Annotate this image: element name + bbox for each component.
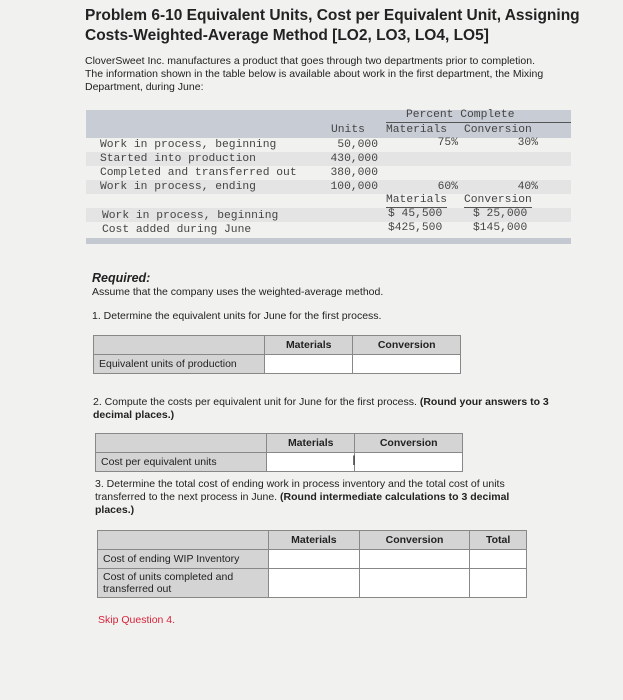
conversion-cost-header: Conversion	[464, 194, 532, 206]
q2-text	[93, 396, 563, 422]
blank-header	[98, 531, 269, 550]
row-label: Work in process, ending	[100, 181, 256, 193]
q2-table	[95, 433, 463, 472]
units-value: 380,000	[330, 167, 378, 179]
transferred-total-input[interactable]	[470, 569, 527, 598]
materials-col: Materials	[269, 531, 360, 550]
q3-table	[97, 530, 527, 598]
cost-per-unit-conversion-input[interactable]	[355, 453, 463, 472]
text-cursor-icon: I	[352, 452, 356, 468]
conversion-col: Conversion	[359, 531, 469, 550]
percent-complete-header: Percent Complete	[406, 109, 515, 121]
conversion-pct: 30%	[517, 137, 538, 149]
intro-text: CloverSweet Inc. manufactures a product that goes through two departments prior to completion. The information shown in the table below is available about work in the first department, the Mixing Department, during June:	[85, 55, 544, 93]
materials-col: Materials	[267, 434, 355, 453]
equiv-units-conversion-input[interactable]	[353, 355, 461, 374]
conversion-cost: $ 25,000	[473, 208, 528, 220]
units-header: Units	[331, 124, 365, 136]
materials-cost: $425,500	[388, 222, 443, 234]
conversion-col: Conversion	[355, 434, 463, 453]
row-label: Completed and transferred out	[100, 167, 297, 179]
materials-header: Materials	[386, 124, 448, 136]
q3-text	[95, 478, 550, 517]
conversion-col: Conversion	[353, 336, 461, 355]
row-label: Cost per equivalent units	[96, 453, 267, 472]
transferred-materials-input[interactable]	[269, 569, 360, 598]
conversion-pct: 40%	[517, 181, 538, 193]
units-value: 100,000	[330, 181, 378, 193]
page-title: Problem 6-10 Equivalent Units, Cost per Equivalent Unit, Assigning Costs-Weighted-Average Method [LO2, LO3, LO4, LO5]	[85, 7, 580, 44]
blank-header	[96, 434, 267, 453]
conversion-header: Conversion	[464, 124, 532, 136]
data-table	[86, 110, 571, 245]
table-bottom-bar	[86, 238, 571, 244]
q2-rounding-note: (Round your answers to 3 decimal places.)	[93, 396, 549, 421]
q2-main: 2. Compute the costs per equivalent unit for June for the first process.	[93, 396, 420, 408]
required-heading: Required:	[92, 271, 151, 285]
units-value: 50,000	[337, 139, 378, 151]
q1-text: 1. Determine the equivalent units for June for the first process.	[92, 310, 382, 322]
row-label: Work in process, beginning	[100, 139, 277, 151]
units-value: 430,000	[330, 153, 378, 165]
ending-wip-materials-input[interactable]	[269, 550, 360, 569]
q1-table	[93, 335, 461, 374]
materials-col: Materials	[265, 336, 353, 355]
ending-wip-conversion-input[interactable]	[359, 550, 469, 569]
cost-row-label: Work in process, beginning	[102, 210, 279, 222]
conversion-cost: $145,000	[473, 222, 528, 234]
row-label: Cost of units completed and transferred out	[98, 569, 269, 598]
ending-wip-total-input[interactable]	[470, 550, 527, 569]
materials-pct: 60%	[437, 181, 458, 193]
total-col: Total	[470, 531, 527, 550]
materials-pct: 75%	[437, 137, 458, 149]
cost-per-unit-materials-input[interactable]	[267, 453, 355, 472]
row-label: Equivalent units of production	[94, 355, 265, 374]
assumption-text: Assume that the company uses the weighted-average method.	[92, 286, 384, 298]
q3-main: 3. Determine the total cost of ending work in process inventory and the total cost of units transferred to the next process in June.	[95, 478, 505, 503]
materials-cost: $ 45,500	[388, 208, 443, 220]
equiv-units-materials-input[interactable]	[265, 355, 353, 374]
q3-rounding-note: (Round intermediate calculations to 3 decimal places.)	[95, 491, 510, 516]
transferred-conversion-input[interactable]	[359, 569, 469, 598]
skip-question-link[interactable]: Skip Question 4.	[98, 614, 176, 626]
row-label: Started into production	[100, 153, 256, 165]
materials-cost-header: Materials	[386, 194, 448, 206]
row-label: Cost of ending WIP Inventory	[98, 550, 269, 569]
blank-header	[94, 336, 265, 355]
cost-row-label: Cost added during June	[102, 224, 252, 236]
